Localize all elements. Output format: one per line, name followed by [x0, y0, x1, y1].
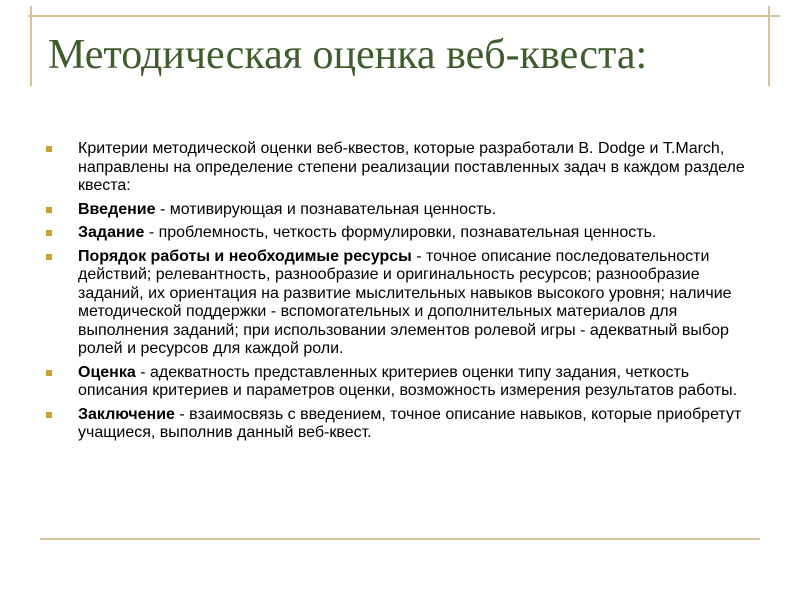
list-item	[46, 140, 758, 196]
frame-right-line	[768, 6, 770, 86]
item-text: - взаимосвязь с введением, точное описание навыков, которые приобретут учащиеся, выполнив данный веб-квест.	[78, 405, 742, 441]
item-term: Заключение	[78, 405, 175, 423]
bullet-list	[46, 140, 758, 448]
item-text: Критерии методической оценки веб-квестов, которые разработали B. Dodge и T.March, направлены на определение степени реализации поставленных задач в каждом разделе квеста:	[78, 140, 745, 194]
square-bullet-icon	[46, 254, 52, 260]
item-term: Оценка	[78, 363, 136, 381]
list-item	[46, 406, 758, 443]
square-bullet-icon	[46, 146, 52, 152]
frame-bottom-line	[40, 538, 760, 540]
list-item	[46, 224, 758, 243]
list-item	[46, 248, 758, 359]
item-term: Задание	[78, 224, 145, 241]
item-term: Порядок работы и необходимые ресурсы	[78, 247, 412, 265]
item-text: - проблемность, четкость формулировки, познавательная ценность.	[144, 224, 657, 241]
square-bullet-icon	[46, 370, 52, 376]
list-item	[46, 364, 758, 401]
square-bullet-icon	[46, 230, 52, 236]
list-item	[46, 201, 758, 220]
item-text: - мотивирующая и познавательная ценность.	[155, 200, 497, 218]
item-term: Введение	[78, 200, 156, 218]
item-text: - точное описание последовательности действий; релевантность, разнообразие и оригинальность ресурсов; разнообразие заданий, их ориентация на развитие мыслительных навыков высокого уровня; наличие методической поддержки - вспомогательных и дополнительных материалов для выполнения заданий; при использовании элементов ролевой игры - адекватный выбор ролей и ресурсов для каждой роли.	[78, 247, 732, 357]
slide-title: Методическая оценка веб-квеста:	[48, 32, 648, 78]
item-text: - адекватность представленных критериев оценки типу задания, четкость описания критериев и параметров оценки, возможность измерения результатов работы.	[78, 363, 738, 399]
square-bullet-icon	[46, 207, 52, 213]
frame-left-line	[30, 6, 32, 86]
frame-top-line	[28, 15, 780, 17]
square-bullet-icon	[46, 412, 52, 418]
